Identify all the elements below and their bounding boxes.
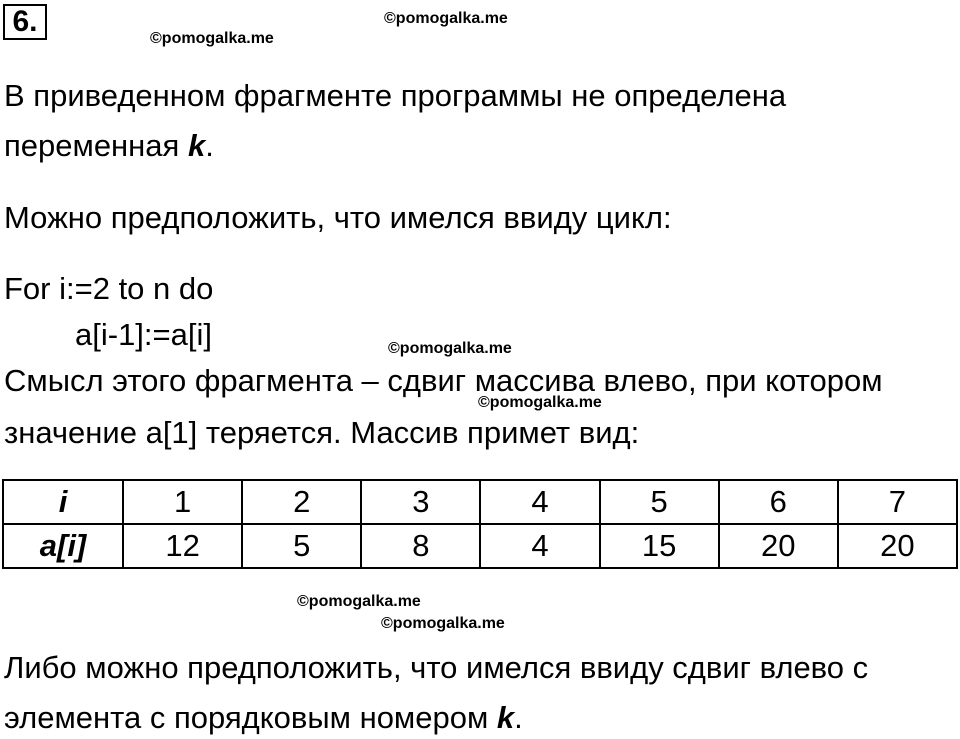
array-table xyxy=(2,479,958,569)
variable-k: k xyxy=(496,700,515,735)
row-header-ai: a[i] xyxy=(3,524,123,568)
paragraph-1-line-2 xyxy=(4,126,214,166)
paragraph-3-line-1: Смысл этого фрагмента – сдвиг массива влево, при котором xyxy=(4,363,883,398)
table-cell: 5 xyxy=(242,524,361,568)
table-cell: 5 xyxy=(600,480,719,524)
table-row-values xyxy=(3,524,957,568)
row-header-i: i xyxy=(3,480,123,524)
text: переменная xyxy=(4,128,188,163)
table-cell: 3 xyxy=(361,480,480,524)
text: элемента с порядковым номером xyxy=(4,700,497,735)
watermark: ©pomogalka.me xyxy=(150,30,274,47)
code-line-1: For i:=2 to n do xyxy=(4,271,214,306)
table-cell: 12 xyxy=(123,524,242,568)
text: . xyxy=(514,700,523,735)
table-cell: 1 xyxy=(123,480,242,524)
watermark: ©pomogalka.me xyxy=(388,340,512,357)
table-cell: 15 xyxy=(600,524,719,568)
paragraph-1-line-1: В приведенном фрагменте программы не определена xyxy=(4,78,787,113)
watermark: ©pomogalka.me xyxy=(297,593,421,610)
table-cell: 8 xyxy=(361,524,480,568)
table-cell: 2 xyxy=(242,480,361,524)
table-cell: 6 xyxy=(719,480,838,524)
table-cell: 20 xyxy=(719,524,838,568)
variable-k: k xyxy=(187,128,206,163)
table-row-index xyxy=(3,480,957,524)
paragraph-2: Можно предположить, что имелся ввиду цикл: xyxy=(4,200,672,235)
table-cell: 20 xyxy=(838,524,957,568)
paragraph-4-line-2 xyxy=(4,698,523,738)
table-cell: 7 xyxy=(838,480,957,524)
paragraph-3-line-2: значение a[1] теряется. Массив примет вид: xyxy=(4,415,640,450)
task-number: 6. xyxy=(3,4,47,40)
table-cell: 4 xyxy=(480,524,599,568)
table-cell: 4 xyxy=(480,480,599,524)
watermark: ©pomogalka.me xyxy=(478,394,602,411)
text: . xyxy=(205,128,214,163)
code-line-2: a[i-1]:=a[i] xyxy=(75,317,212,352)
watermark: ©pomogalka.me xyxy=(381,615,505,632)
paragraph-4-line-1: Либо можно предположить, что имелся ввиду сдвиг влево с xyxy=(4,650,869,685)
watermark: ©pomogalka.me xyxy=(384,10,508,27)
